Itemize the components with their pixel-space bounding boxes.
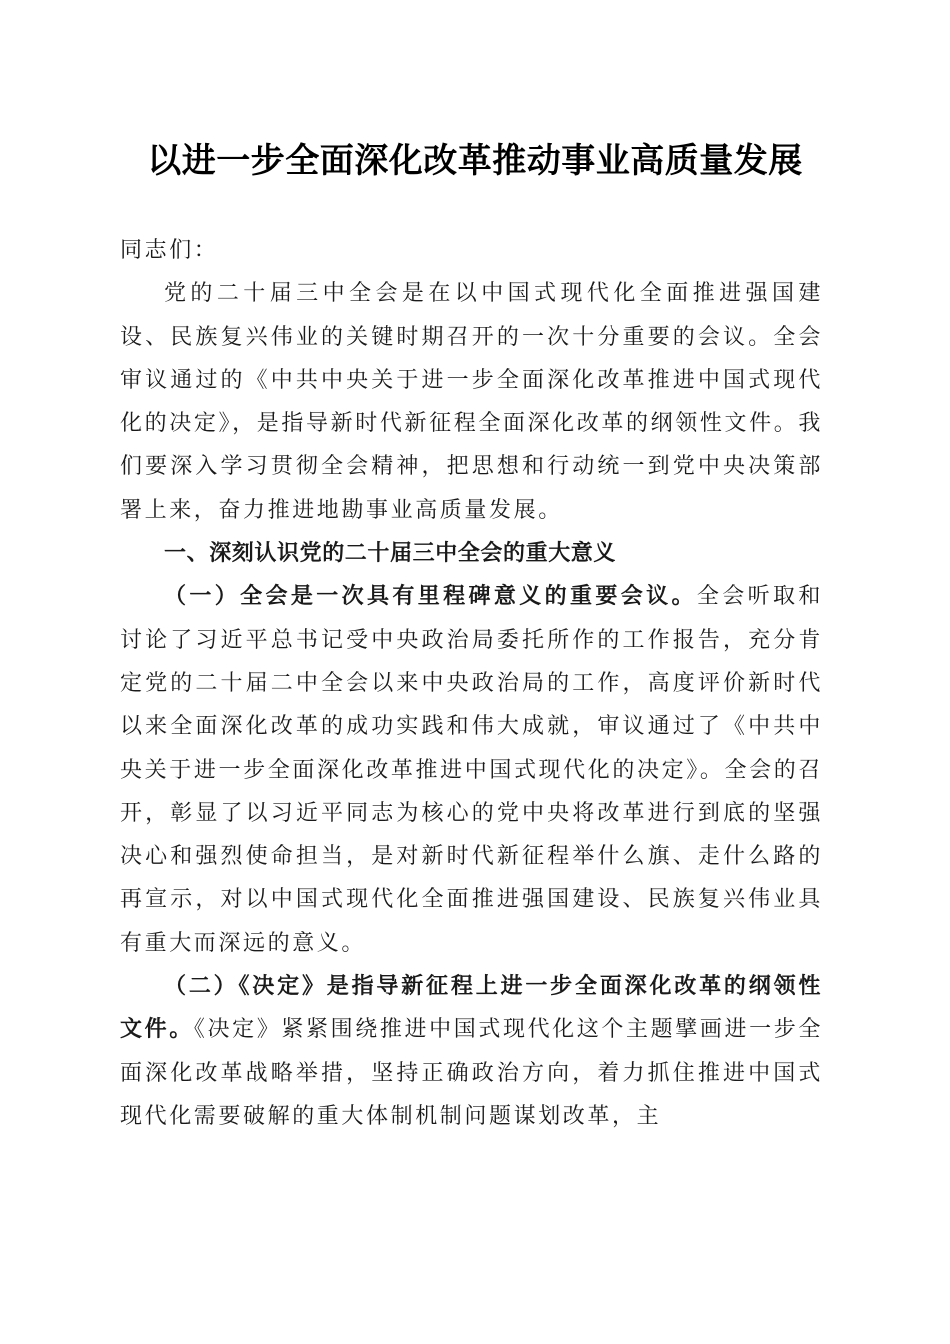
point-1-body: 全会听取和讨论了习近平总书记受中央政治局委托所作的工作报告，充分肯定党的二十届二中全会以来中央政治局的工作，高度评价新时代以来全面深化改革的成功实践和伟大成就，审议通过了《中共中央关于进一步全面深化改革推进中国式现代化的决定》。全会的召开，彰显了以习近平同志为核心的党中央将改革进行到底的坚强决心和强烈使命担当，是对新时代新征程举什么旗、走什么路的再宣示，对以中国式现代化全面推进强国建设、民族复兴伟业具有重大而深远的意义。 <box>120 584 823 956</box>
intro-paragraph: 党的二十届三中全会是在以中国式现代化全面推进强国建设、民族复兴伟业的关键时期召开的一次十分重要的会议。全会审议通过的《中共中央关于进一步全面深化改革推进中国式现代化的决定》，是指导新时代新征程全面深化改革的纲领性文件。我们要深入学习贯彻全会精神，把思想和行动统一到党中央决策部署上来，奋力推进地勘事业高质量发展。 <box>120 281 823 523</box>
point-1-paragraph <box>120 575 823 965</box>
point-2-lead: （二）《决定》是指导新征程上进一步全面深化改革的纲领性文件。 <box>120 973 823 1043</box>
section-heading-1: 一、深刻认识党的二十届三中全会的重大意义 <box>164 541 617 567</box>
document-title: 以进一步全面深化改革推动事业高质量发展 <box>147 141 803 181</box>
point-2-body: 《决定》紧紧围绕推进中国式现代化这个主题擘画进一步全面深化改革战略举措，坚持正确政治方向，着力抓住推进中国式现代化需要破解的重大体制机制问题谋划改革，主 <box>120 1017 823 1129</box>
document-body <box>120 229 823 1138</box>
point-2-paragraph <box>120 965 823 1138</box>
point-1-lead: （一）全会是一次具有里程碑意义的重要会议。 <box>164 583 697 610</box>
salutation: 同志们： <box>120 238 219 263</box>
